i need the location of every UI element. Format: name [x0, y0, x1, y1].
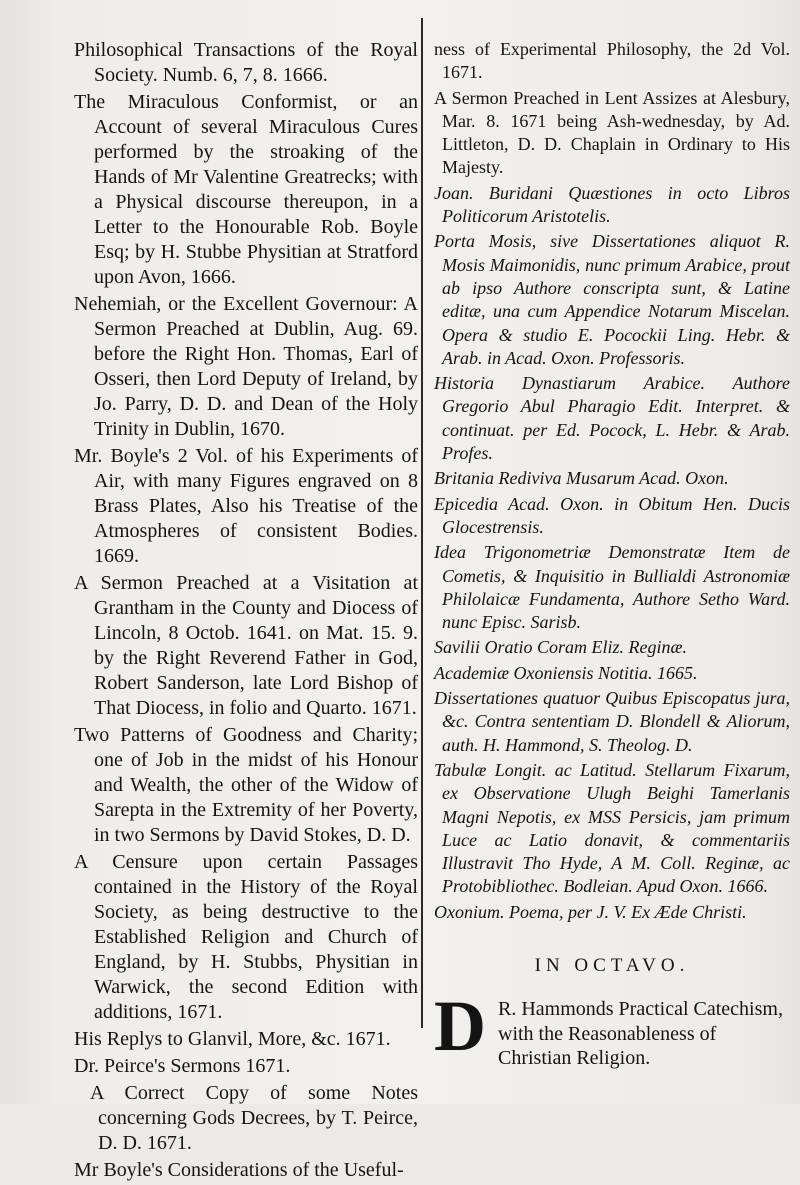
catalogue-entry: ness of Experimental Philosophy, the 2d Vol. 1671. [434, 39, 790, 83]
catalogue-entry: A Sermon Preached at a Visitation at Grantham in the County and Diocess of Lincoln, 8 Octob. 1641. on Mat. 15. 9. by the Right Reverend Father in God, Robert Sanderson, late Lord Bishop of That Diocess, in folio and Quarto. 1671. [74, 572, 418, 719]
left-column [74, 38, 418, 1185]
catalogue-entry: Tabulæ Longit. ac Latitud. Stellarum Fixarum, ex Observatione Ulugh Beighi Tamerlanis Magni Nepotis, ex MSS Persicis, jam primum Luce ac Latio donavit, & commentariis Illustravit Tho Hyde, A M. Coll. Reginæ, ac Protobibliothec. Bodleian. Apud Oxon. 1666. [434, 759, 790, 897]
section-heading: IN OCTAVO. [534, 954, 690, 976]
catalogue-entry: Philosophical Transactions of the Royal Society. Numb. 6, 7, 8. 1666. [74, 39, 418, 86]
octavo-entry [434, 986, 790, 1070]
right-column [434, 38, 790, 1070]
catalogue-entry: A Censure upon certain Passages contained in the History of the Royal Society, as being destructive to the Established Religion and Church of England, by H. Stubbs, Physitian in Warwick, the second Edition with additions, 1671. [74, 851, 418, 1023]
drop-cap: D [434, 986, 486, 1067]
catalogue-entry: Idea Trigonometriæ Demonstratæ Item de Cometis, & Inquisitio in Bullialdi Astronomiæ Philolaicæ Fundamenta, Authore Setho Ward. nunc Episc. Sarisb. [434, 542, 790, 633]
catalogue-entry: A Sermon Preached in Lent Assizes at Alesbury, Mar. 8. 1671 being Ash-wednesday, by Ad. Littleton, D. D. Chaplain in Ordinary to His Majesty. [434, 87, 790, 178]
catalogue-entry: Epicedia Acad. Oxon. in Obitum Hen. Ducis Glocestrensis. [434, 493, 790, 537]
catalogue-entry: Porta Mosis, sive Dissertationes aliquot R. Mosis Maimonidis, nunc primum Arabice, prout ab ipso Authore conscripta sunt, & Latine editæ, una cum Appendice Notarum Miscelan. Opera & studio E. Pocockii Ling. Hebr. & Arab. in Acad. Oxon. Professoris. [434, 231, 790, 368]
catalogue-entry: Mr. Boyle's 2 Vol. of his Experiments of Air, with many Figures engraved on 8 Brass Plates, Also his Treatise of the Atmospheres of consistent Bodies. 1669. [74, 445, 418, 567]
catalogue-entry: Joan. Buridani Quæstiones in octo Libros Politicorum Aristotelis. [434, 182, 790, 227]
catalogue-entry: Oxonium. Poema, per J. V. Ex Æde Christi. [434, 901, 747, 922]
catalogue-entry: A Correct Copy of some Notes concerning Gods Decrees, by T. Peirce, D. D. 1671. [90, 1082, 418, 1154]
catalogue-entry: Britania Rediviva Musarum Acad. Oxon. [434, 468, 729, 489]
octavo-entry-text: R. Hammonds Practical Catechism, with the Reasonableness of Christian Religion. [498, 998, 783, 1069]
catalogue-entry: Academiæ Oxoniensis Notitia. 1665. [434, 662, 698, 683]
catalogue-entry: Two Patterns of Goodness and Charity; one of Job in the midst of his Honour and Wealth, the other of the Widow of Sarepta in the Extremity of her Poverty, in two Sermons by David Stokes, D. D. [74, 724, 418, 846]
catalogue-entry: Nehemiah, or the Excellent Governour: A Sermon Preached at Dublin, Aug. 69. before the Right Hon. Thomas, Earl of Osseri, then Lord Deputy of Ireland, by Jo. Parry, D. D. and Dean of the Holy Trinity in Dublin, 1670. [74, 293, 418, 440]
catalogue-entry: Dissertationes quatuor Quibus Episcopatus jura, &c. Contra sententiam D. Blondell & Aliorum, auth. H. Hammond, S. Theolog. D. [434, 688, 790, 755]
column-divider [421, 18, 423, 1028]
catalogue-entry: The Miraculous Conformist, or an Account of several Miraculous Cures performed by the stroaking of the Hands of Mr Valentine Greatrecks; with a Physical discourse thereupon, in a Letter to the Honourable Rob. Boyle Esq; by H. Stubbe Physitian at Stratford upon Avon, 1666. [74, 91, 418, 288]
catalogue-entry: Dr. Peirce's Sermons 1671. [74, 1055, 291, 1077]
catalogue-entry: Savilii Oratio Coram Eliz. Reginæ. [434, 637, 688, 658]
catalogue-entry: His Replys to Glanvil, More, &c. 1671. [74, 1028, 391, 1050]
catalogue-entry: Mr Boyle's Considerations of the Useful- [74, 1159, 404, 1181]
catalogue-entry: Historia Dynastiarum Arabice. Authore Gregorio Abul Pharagio Edit. Interpret. & continuat. per Ed. Pocock, L. Hebr. & Arab. Profes. [434, 373, 790, 464]
